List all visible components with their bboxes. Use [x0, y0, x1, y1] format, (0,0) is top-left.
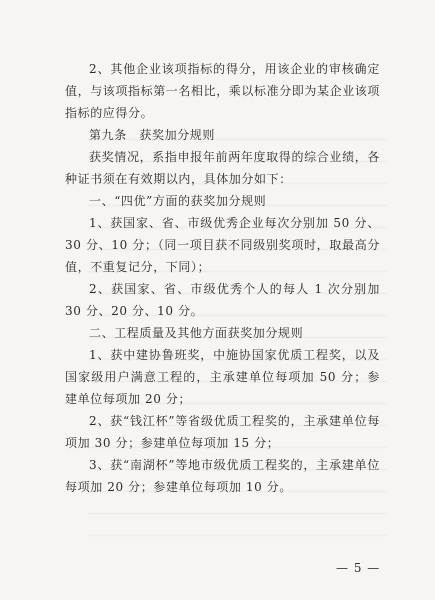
section-heading-9: 第九条 获奖加分规则 — [89, 128, 216, 142]
paragraph-1: 2、其他企业该项指标的得分，用该企业的审核确定值，与该项指标第一名相比，乘以标准分即为某企业该项指标的应得分。 — [65, 62, 381, 120]
document-body — [65, 58, 380, 498]
rule-1-luban-award: 1、获中建协鲁班奖，中施协国家优质工程奖，以及国家级用户满意工程的，主承建单位每项加 50 分；参建单位每项加 20 分； — [65, 348, 380, 406]
subheading-project-quality: 二、工程质量及其他方面获奖加分规则 — [89, 326, 304, 340]
subheading-four-excellence: 一、“四优”方面的获奖加分规则 — [89, 194, 267, 208]
rule-3-nanhu-cup: 3、获“南湖杯”等地市级优质工程奖的，主承建单位每项加 20 分；参建单位每项加 10 分。 — [65, 458, 380, 494]
rule-1-enterprise-awards: 1、获国家、省、市级优秀企业每次分别加 50 分、30 分、10 分；（同一项目获不同级别奖项时，取最高分值，不重复记分，下同）； — [65, 216, 380, 274]
rule-2-qianjiang-cup: 2、获“钱江杯”等省级优质工程奖的，主承建单位每项加 30 分；参建单位每项加 15 分； — [65, 414, 380, 450]
rule-2-individual-awards: 2、获国家、省、市级优秀个人的每人 1 次分别加 30 分、20 分、10 分。 — [65, 282, 380, 318]
page-number: — 5 — — [336, 561, 381, 575]
paragraph-award-intro: 获奖情况，系指申报年前两年度取得的综合业绩，各种证书须在有效期以内，具体加分如下： — [65, 150, 380, 186]
